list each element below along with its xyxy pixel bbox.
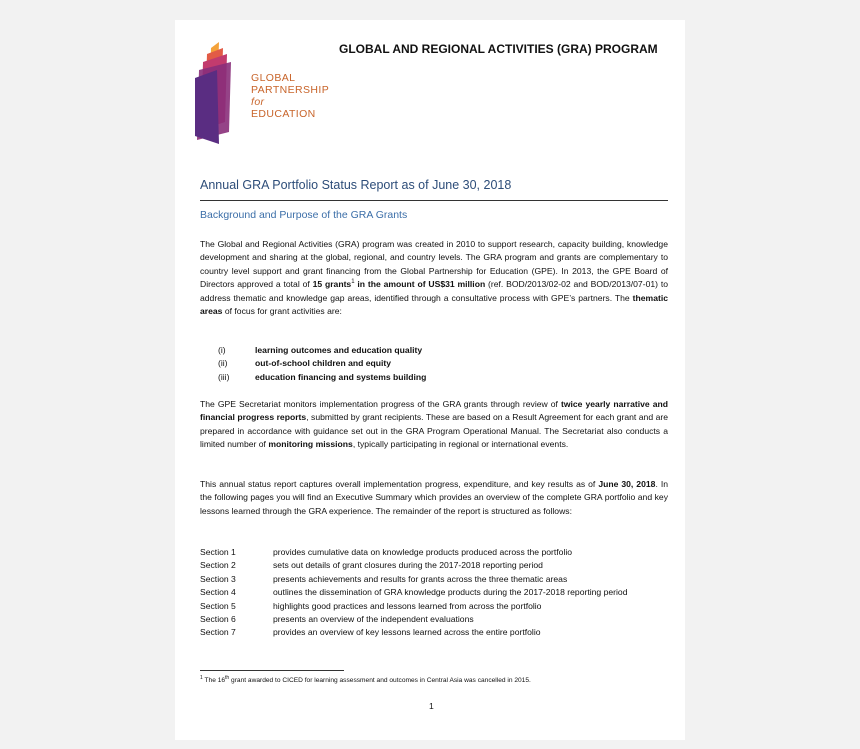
bold-text: twice yearly narrative and financial progress reports [200,399,668,423]
section-desc: provides an overview of key lessons learned across the entire portfolio [273,627,541,638]
section-label: Section 2 [200,560,236,571]
footnote-text: The 16 [202,677,226,684]
section-row [200,586,670,599]
section-label: Section 7 [200,627,236,638]
program-title: GLOBAL AND REGIONAL ACTIVITIES (GRA) PROGRAM [339,42,658,56]
section-row [200,600,670,613]
section-row [200,613,670,626]
document-page [175,20,685,740]
thematic-areas-list [218,344,426,384]
paragraph-background [200,238,668,318]
section-desc: highlights good practices and lessons learned from across the portfolio [273,600,542,611]
paragraph-text: . In the following pages you will find an Executive Summary which provides an overview of the complete GRA portfolio and key lessons learned through the GRA experience. The remainder of the report is structured as follows: [200,479,668,516]
list-text: out-of-school children and equity [255,358,392,369]
footnote-divider [200,670,344,671]
paragraph-text: The Global and Regional Activities (GRA) program was created in 2010 to support research, capacity building, knowledge development and sharing at the global, regional, and country levels. The GRA program and grants are complementary to country level support and grant financing from the Global Partnership for Education (GPE). In 2013, the GPE Board of Directors approved a total of [200,239,668,290]
bold-text: 15 grants [312,279,352,290]
bold-text: thematic areas [200,292,668,317]
section-label: Section 5 [200,600,236,611]
paragraph-text: (ref. BOD/2013/02-02 and BOD/2013/07-01) to address thematic and knowledge gap areas, identified through a consultative process with GPE’s partners. The [200,279,668,303]
section-desc: provides cumulative data on knowledge products produced across the portfolio [273,547,573,557]
section-desc: presents an overview of the independent evaluations [273,614,474,625]
section-label: Section 3 [200,573,236,584]
logo-line-3-italic: for [251,96,265,108]
gpe-logo [191,40,331,146]
list-number: (ii) [218,358,228,369]
section-label: Section 6 [200,614,236,625]
list-text: learning outcomes and education quality [255,345,423,355]
paragraph-text: of focus for grant activities are: [222,306,342,317]
logo-line-2: PARTNERSHIP [251,84,330,96]
logo-line-3-rest: EDUCATION [251,108,316,120]
section-desc: outlines the dissemination of GRA knowledge products during the 2017-2018 reporting period [273,587,628,598]
paragraph-text: , submitted by grant recipients. These are based on a Result Agreement for each grant and are prepared in accordance with guidance set out in the GRA Program Operational Manual. The Secretariat also conducts a limited number of [200,412,668,450]
paragraph-text: This annual status report captures overall implementation progress, expenditure, and key results as of [200,479,599,489]
section-row [200,546,670,559]
title-divider [200,200,668,201]
list-item [218,357,426,370]
list-item [218,371,426,384]
section-label: Section 4 [200,587,236,598]
bold-text: June 30, 2018 [598,479,656,489]
list-text: education financing and systems building [255,371,427,382]
logo-line-1: GLOBAL [251,72,296,84]
logo-line-3 [251,96,331,120]
bold-text: in the amount of US$31 million [354,279,486,290]
report-title: Annual GRA Portfolio Status Report as of June 30, 2018 [200,178,512,192]
footnote-superscript: th [225,674,230,681]
section-row [200,626,670,639]
footnote-marker: 1 [200,674,203,681]
paragraph-text: , typically participating in regional or international events. [352,439,569,450]
section-desc: presents achievements and results for grants across the three thematic areas [273,573,568,584]
footnote [200,674,531,684]
list-item [218,344,426,357]
list-number: (iii) [218,371,230,382]
list-number: (i) [218,345,226,355]
section-heading: Background and Purpose of the GRA Grants [200,209,408,221]
paragraph-monitoring [200,398,668,452]
section-row [200,573,670,586]
section-desc: sets out details of grant closures during the 2017-2018 reporting period [273,560,543,571]
paragraph-report-structure [200,478,668,518]
bold-text: monitoring missions [268,439,353,450]
footnote-ref: 1 [351,279,355,286]
paragraph-text: The GPE Secretariat monitors implementation progress of the GRA grants through review of [200,399,561,409]
section-label: Section 1 [200,547,236,557]
section-row [200,559,670,572]
book-icon [191,40,251,146]
page-number: 1 [429,701,434,711]
footnote-text: grant awarded to CICED for learning assessment and outcomes in Central Asia was cancelled in 2015. [229,677,531,684]
sections-list [200,546,670,640]
logo-text [251,72,331,120]
